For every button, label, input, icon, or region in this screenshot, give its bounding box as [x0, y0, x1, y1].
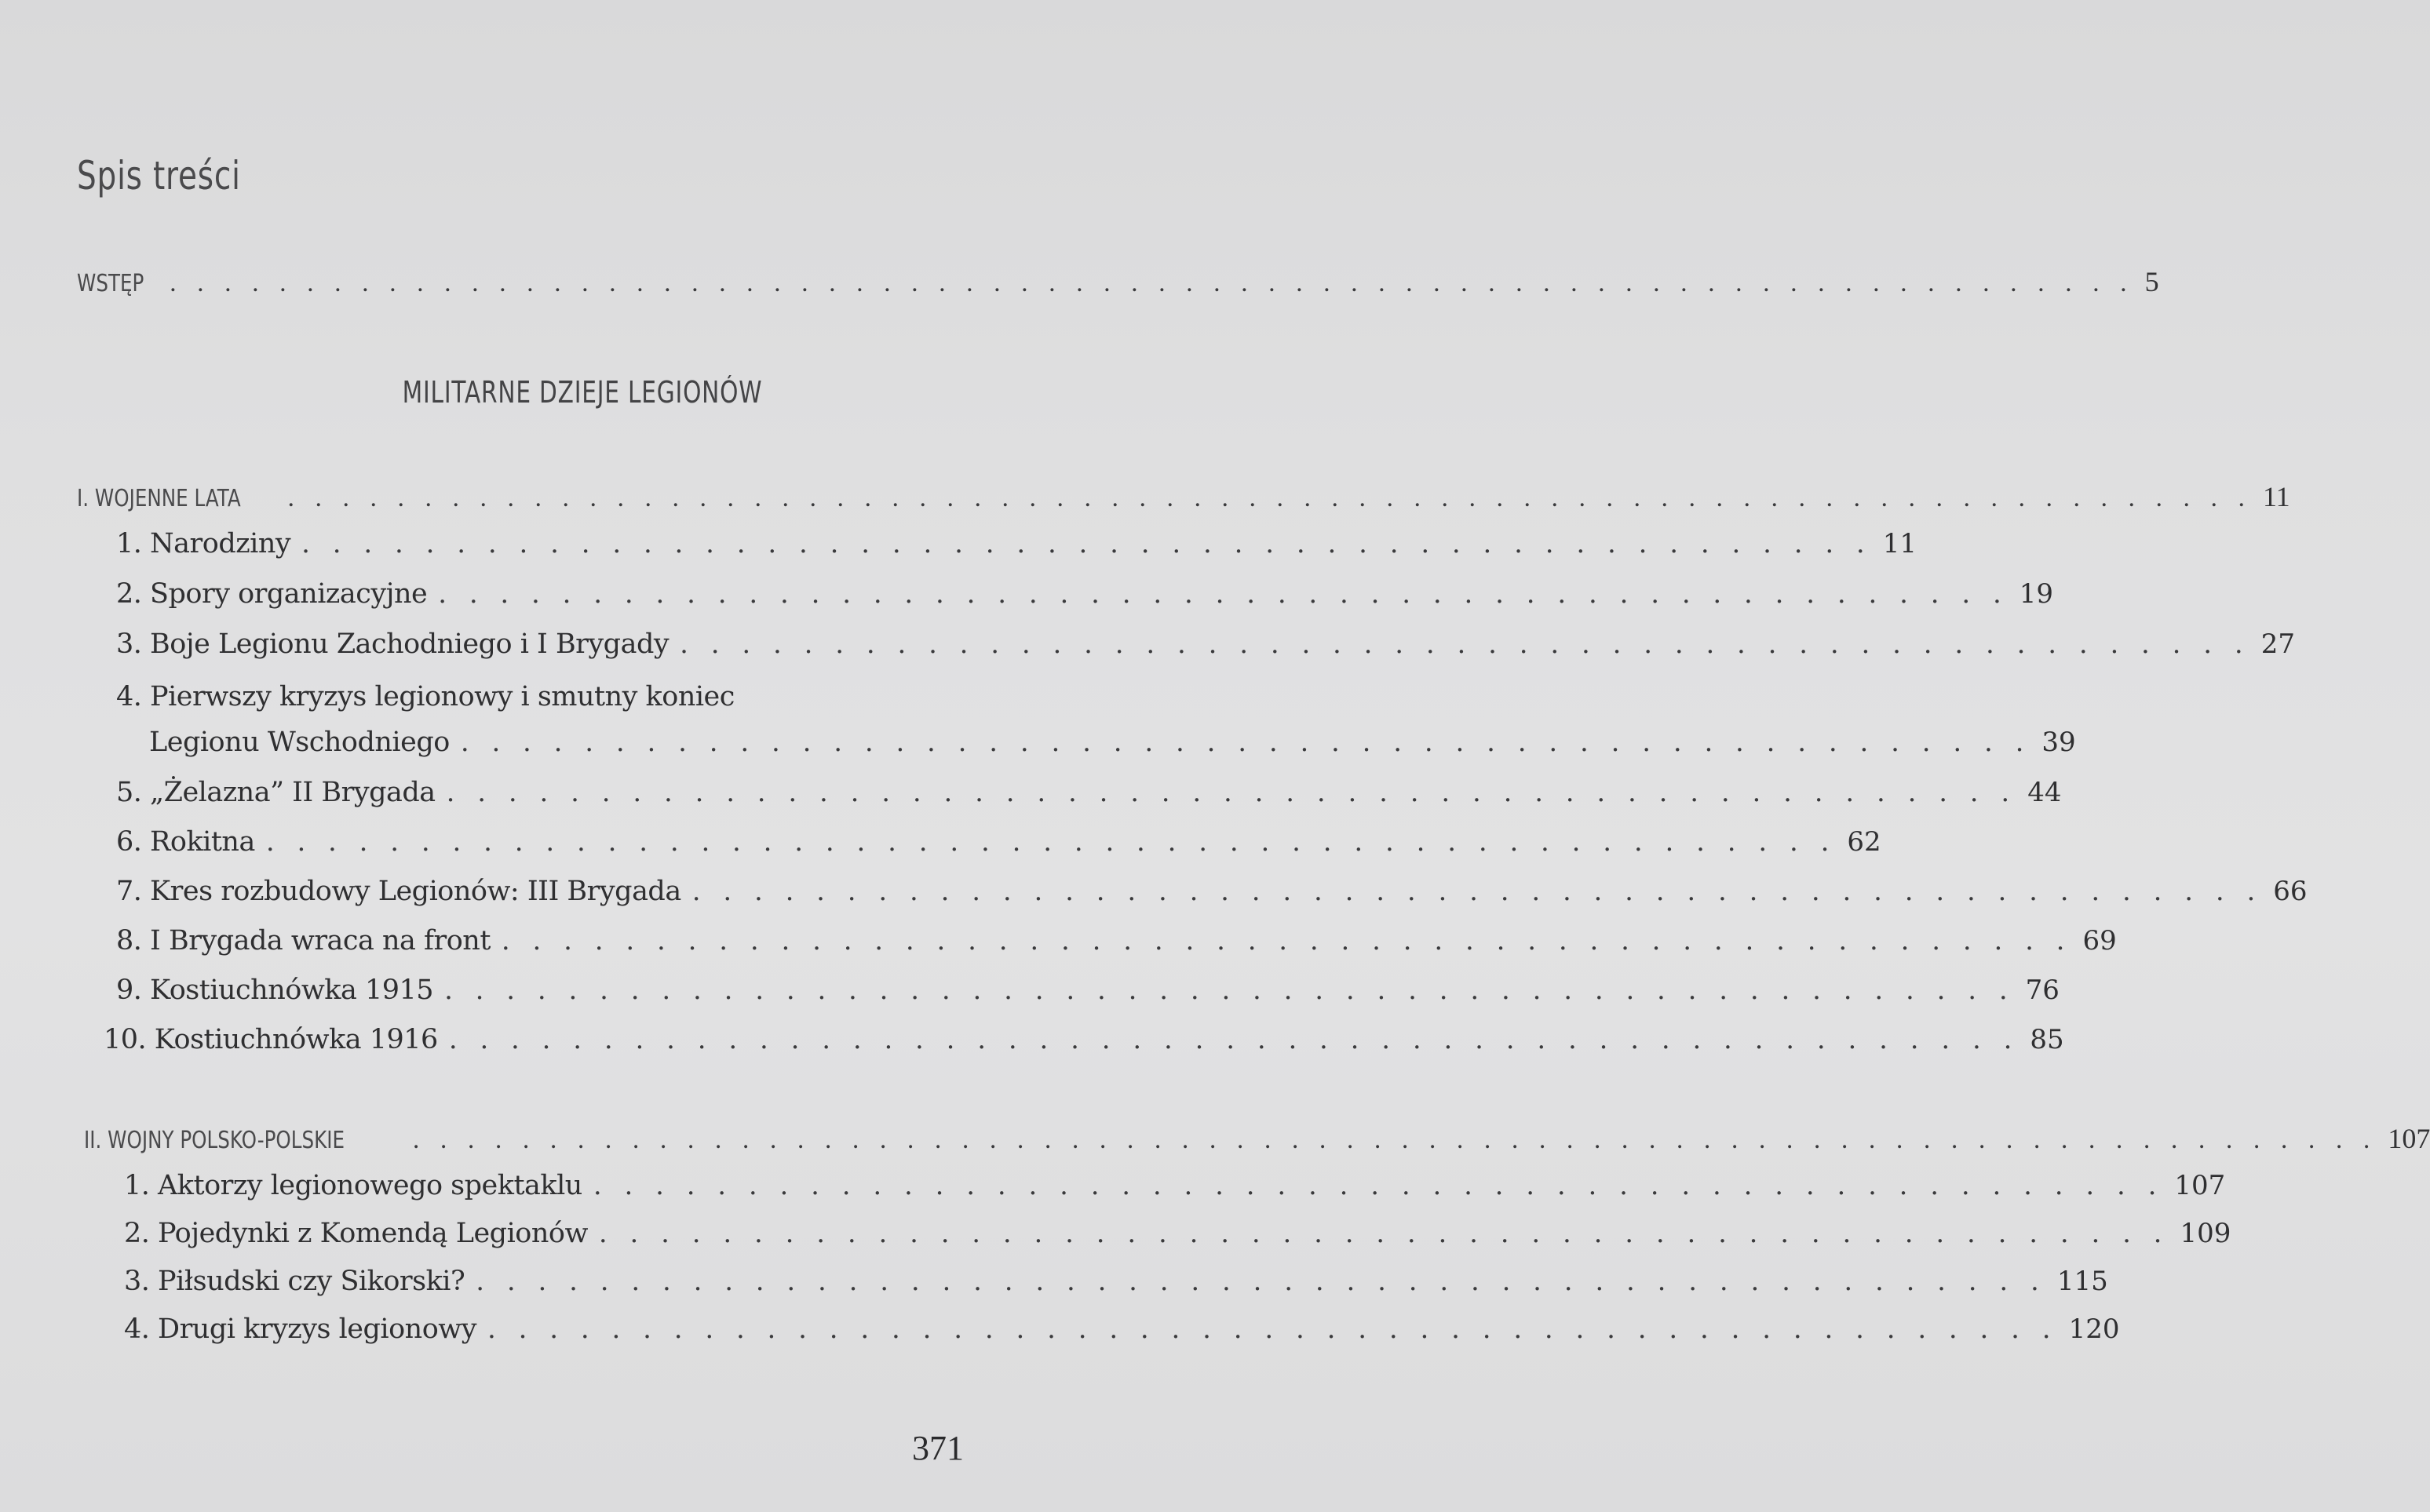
toc-entry: [124, 1313, 2120, 1345]
toc-entry-label: 6. Rokitna: [116, 826, 255, 858]
leader-dots: . . . . . . . . . . . . . . . . . . . . . . . . . . . . . . . . . . . . . . . . . . . . . . . . . . .: [476, 1266, 2046, 1297]
leader-dots: . . . . . . . . . . . . . . . . . . . . . . . . . . . . . . . . . . . . . . . . . . . . . . . . . . . . . . . . . . . . . . . . . . . . . . . .: [170, 268, 2134, 297]
toc-part-2: [84, 1122, 2430, 1155]
toc-entry: [116, 975, 2060, 1006]
toc-entry-label: 2. Spory organizacyjne: [116, 578, 428, 610]
toc-entry-page: 107: [2174, 1170, 2226, 1201]
toc-entry: [104, 1024, 2064, 1055]
toc-entry-label: 3. Piłsudski czy Sikorski?: [124, 1266, 465, 1297]
toc-entry-page: 19: [2019, 578, 2054, 610]
leader-dots: . . . . . . . . . . . . . . . . . . . . . . . . . . . . . . . . . . . . . . . . . . . . . . . . . . .: [301, 528, 1872, 559]
toc-intro-page: 5: [2144, 266, 2159, 297]
toc-entry-label: 7. Kres rozbudowy Legionów: III Brygada: [116, 876, 681, 907]
toc-entry: [124, 1266, 2108, 1297]
toc-entry: [116, 578, 2054, 610]
toc-part-1-page: 11: [2263, 481, 2290, 512]
toc-entry-page: 11: [1882, 528, 1917, 559]
toc-entry-label: 8. I Brygada wraca na front: [116, 925, 491, 956]
toc-entry: [124, 1218, 2231, 1249]
toc-entry-page: 115: [2056, 1266, 2108, 1297]
leader-dots: . . . . . . . . . . . . . . . . . . . . . . . . . . . . . . . . . . . . . . . . . . . . . . . . . . . . . . . . . . . . . . . . . . . . . . . .: [412, 1125, 2377, 1154]
leader-dots: . . . . . . . . . . . . . . . . . . . . . . . . . . . . . . . . . . . . . . . . . . . . . . . . . . .: [487, 1313, 2058, 1345]
toc-entry-label: 3. Boje Legionu Zachodniego i I Brygady: [116, 628, 670, 660]
toc-entry-page: 66: [2273, 876, 2308, 907]
toc-entry: [116, 528, 1917, 559]
toc-entry: [116, 925, 2117, 956]
leader-dots: . . . . . . . . . . . . . . . . . . . . . . . . . . . . . . . . . . . . . . . . . . . . . . . . . . .: [501, 925, 2072, 956]
toc-entry-page: 39: [2041, 727, 2076, 758]
leader-dots: . . . . . . . . . . . . . . . . . . . . . . . . . . . . . . . . . . . . . . . . . . . . . . . . . . .: [598, 1218, 2169, 1249]
toc-entry-label: 2. Pojedynki z Komendą Legionów: [124, 1218, 588, 1249]
toc-entry-label: 5. „Żelazna” II Brygada: [116, 777, 436, 808]
toc-entry-page: 76: [2025, 975, 2060, 1006]
page-heading: Spis treści: [77, 153, 241, 199]
toc-entry-page: 120: [2068, 1313, 2120, 1345]
toc-entry-page: 62: [1847, 826, 1881, 858]
leader-dots: . . . . . . . . . . . . . . . . . . . . . . . . . . . . . . . . . . . . . . . . . . . . . . . . . . .: [446, 777, 2017, 808]
toc-entry-label: 9. Kostiuchnówka 1915: [116, 975, 434, 1006]
toc-entry: [149, 727, 2076, 758]
toc-entry-page: 109: [2180, 1218, 2231, 1249]
toc-entry-page: 69: [2082, 925, 2117, 956]
leader-dots: . . . . . . . . . . . . . . . . . . . . . . . . . . . . . . . . . . . . . . . . . . . . . . . . . . .: [680, 628, 2250, 660]
leader-dots: . . . . . . . . . . . . . . . . . . . . . . . . . . . . . . . . . . . . . . . . . . . . . . . . . . . . . . . . . . . . . . . . . . . . . . . .: [287, 483, 2252, 512]
leader-dots: . . . . . . . . . . . . . . . . . . . . . . . . . . . . . . . . . . . . . . . . . . . . . . . . . . .: [593, 1170, 2164, 1201]
leader-dots: . . . . . . . . . . . . . . . . . . . . . . . . . . . . . . . . . . . . . . . . . . . . . . . . . . .: [448, 1024, 2020, 1055]
toc-entry: [116, 777, 2062, 808]
toc-part-2-label: II. WOJNY POLSKO-POLSKIE: [84, 1127, 345, 1154]
toc-entry-label-continued: Legionu Wschodniego: [149, 727, 450, 758]
toc-entry-label: 4. Pierwszy kryzys legionowy i smutny koniec: [116, 681, 735, 712]
toc-entry-label: 1. Aktorzy legionowego spektaklu: [124, 1170, 582, 1201]
toc-intro-label: WSTĘP: [77, 270, 144, 297]
toc-intro: [77, 265, 2159, 298]
leader-dots: . . . . . . . . . . . . . . . . . . . . . . . . . . . . . . . . . . . . . . . . . . . . . . . . . . .: [438, 578, 2009, 610]
toc-entry-label: 4. Drugi kryzys legionowy: [124, 1313, 477, 1345]
toc-entry-page: 85: [2030, 1024, 2064, 1055]
toc-entry-label: 10. Kostiuchnówka 1916: [104, 1024, 438, 1055]
section-title: [0, 375, 1134, 410]
toc-part-2-page: 107: [2388, 1123, 2430, 1154]
toc-entry-page: 44: [2027, 777, 2062, 808]
section-title-text: MILITARNE DZIEJE LEGIONÓW: [403, 375, 763, 410]
page-number: 371: [912, 1429, 964, 1467]
leader-dots: . . . . . . . . . . . . . . . . . . . . . . . . . . . . . . . . . . . . . . . . . . . . . . . . . . .: [460, 727, 2031, 758]
toc-entry: [124, 1170, 2226, 1201]
leader-dots: . . . . . . . . . . . . . . . . . . . . . . . . . . . . . . . . . . . . . . . . . . . . . . . . . . .: [691, 876, 2263, 907]
leader-dots: . . . . . . . . . . . . . . . . . . . . . . . . . . . . . . . . . . . . . . . . . . . . . . . . . . .: [265, 826, 1837, 858]
toc-entry-page: 27: [2260, 628, 2295, 660]
toc-entry-label: 1. Narodziny: [116, 528, 291, 559]
toc-part-1-label: I. WOJENNE LATA: [77, 485, 241, 512]
toc-entry: [116, 876, 2308, 907]
toc-part-1: [77, 480, 2290, 513]
toc-entry: [116, 826, 1881, 858]
leader-dots: . . . . . . . . . . . . . . . . . . . . . . . . . . . . . . . . . . . . . . . . . . . . . . . . . . .: [444, 975, 2015, 1006]
toc-entry: [116, 628, 2295, 660]
